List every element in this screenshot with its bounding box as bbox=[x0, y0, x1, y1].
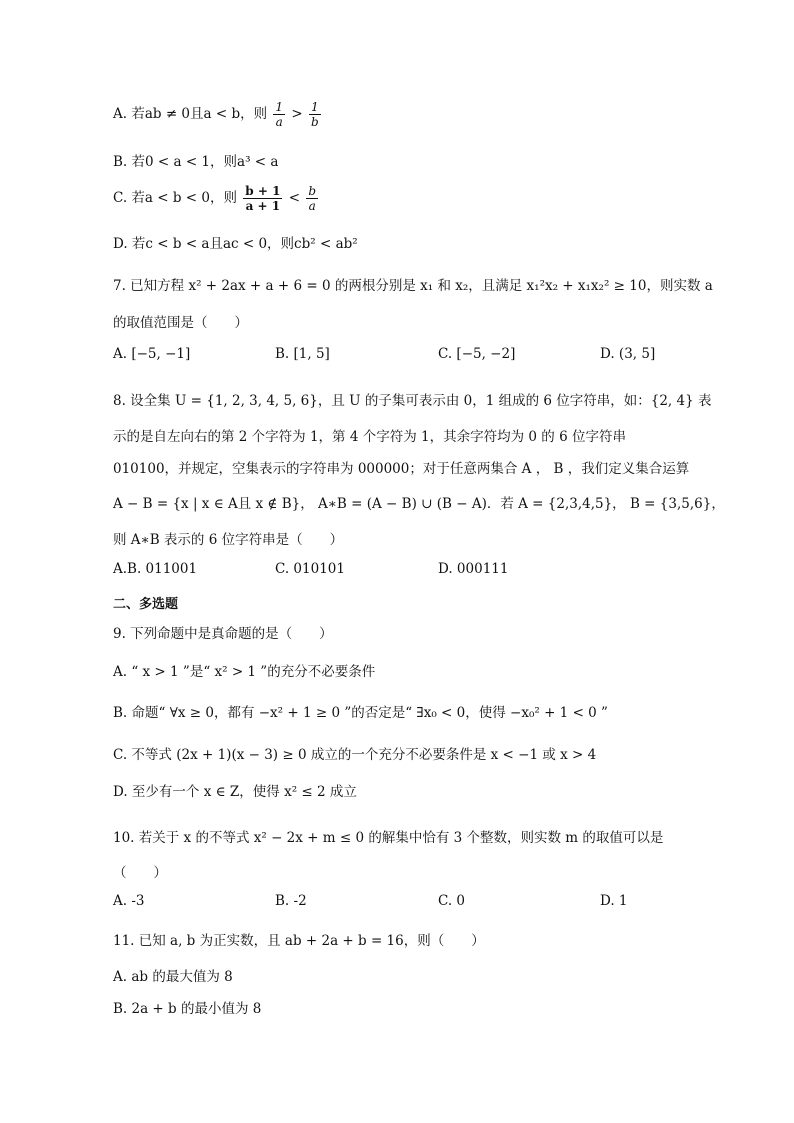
q8-stem-line-5: 则 A∗B 表示的 6 位字符串是（ ） bbox=[113, 532, 344, 548]
q6-option-c bbox=[113, 184, 320, 213]
q9-option-c: C. 不等式 (2x + 1)(x − 3) ≥ 0 成立的一个充分不必要条件是 x < −1 或 x > 4 bbox=[113, 747, 597, 763]
comparison-symbol: < bbox=[288, 190, 301, 206]
q8-stem-line-3: 010100，并规定，空集表示的字符串为 000000；对于任意两集合 A ， B ，我们定义集合运算 bbox=[113, 461, 690, 477]
fraction-numerator: b bbox=[308, 184, 317, 198]
q6-option-b: B. 若0 < a < 1，则a³ < a bbox=[113, 154, 279, 170]
fraction-denominator: b bbox=[310, 115, 319, 129]
q9-option-d: D. 至少有一个 x ∈ Z，使得 x² ≤ 2 成立 bbox=[113, 784, 357, 800]
q8-option-d: D. 000111 bbox=[438, 561, 509, 577]
q7-option-b: B. [1, 5] bbox=[275, 346, 330, 362]
q9-option-a: A. “ x > 1 ”是“ x² > 1 ”的充分不必要条件 bbox=[113, 664, 376, 680]
q7-stem-line-1: 7. 已知方程 x² + 2ax + a + 6 = 0 的两根分别是 x₁ 和 x₂，且满足 x₁²x₂ + x₁x₂² ≥ 10，则实数 a bbox=[113, 278, 713, 294]
q8-stem-line-2: 示的是自左向右的第 2 个字符为 1，第 4 个字符为 1，其余字符均为 0 的 6 位字符串 bbox=[113, 429, 626, 445]
q6-option-a bbox=[113, 100, 323, 129]
comparison-symbol: > bbox=[291, 106, 303, 122]
q6-option-a-fraction-2 bbox=[309, 100, 321, 129]
q6-option-c-fraction-1 bbox=[243, 184, 282, 213]
q11-stem: 11. 已知 a, b 为正实数，且 ab + 2a + b = 16，则（ ） bbox=[113, 933, 485, 949]
q10-option-d: D. 1 bbox=[600, 893, 628, 909]
q8-option-c: C. 010101 bbox=[275, 561, 345, 577]
fraction-denominator: a + 1 bbox=[245, 199, 281, 213]
q10-stem-line-1: 10. 若关于 x 的不等式 x² − 2x + m ≤ 0 的解集中恰有 3 个整数，则实数 m 的取值可以是 bbox=[113, 830, 664, 846]
q10-option-a: A. -3 bbox=[113, 893, 145, 909]
q7-option-a: A. [−5, −1] bbox=[113, 346, 191, 362]
q7-option-d: D. (3, 5] bbox=[600, 346, 656, 362]
q6-option-c-text: C. 若a < b < 0，则 bbox=[113, 190, 237, 206]
section-heading: 二、多选题 bbox=[113, 597, 179, 612]
q6-option-c-fraction-2 bbox=[306, 184, 318, 213]
q9-stem: 9. 下列命题中是真命题的是（ ） bbox=[113, 626, 333, 642]
q9-option-b: B. 命题“ ∀x ≥ 0，都有 −x² + 1 ≥ 0 ”的否定是“ ∃x₀ < 0，使得 −x₀² + 1 < 0 ” bbox=[113, 705, 608, 721]
q6-option-a-text: A. 若ab ≠ 0且a < b，则 bbox=[113, 106, 268, 122]
q8-option-a-b: A.B. 011001 bbox=[113, 561, 198, 577]
q10-option-b: B. -2 bbox=[275, 893, 307, 909]
q7-option-c: C. [−5, −2] bbox=[438, 346, 516, 362]
fraction-numerator: 1 bbox=[310, 100, 319, 114]
q11-option-a: A. ab 的最大值为 8 bbox=[113, 969, 233, 985]
fraction-denominator: a bbox=[308, 199, 316, 213]
q10-option-c: C. 0 bbox=[438, 893, 466, 909]
q8-stem-line-1: 8. 设全集 U = {1, 2, 3, 4, 5, 6}，且 U 的子集可表示由 0，1 组成的 6 位字符串，如：{2, 4} 表 bbox=[113, 393, 712, 409]
q10-stem-line-2: （ ） bbox=[113, 865, 167, 881]
q8-stem-line-4: A − B = {x | x ∈ A且 x ∉ B}， A∗B = (A − B) ∪ (B − A)．若 A = {2,3,4,5}， B = {3,5,6}， bbox=[113, 496, 725, 512]
q7-stem-line-2: 的取值范围是（ ） bbox=[113, 315, 248, 331]
q11-option-b: B. 2a + b 的最小值为 8 bbox=[113, 1001, 262, 1017]
q6-option-d: D. 若c < b < a且ac < 0，则cb² < ab² bbox=[113, 236, 358, 252]
fraction-denominator: a bbox=[275, 115, 283, 129]
fraction-numerator: 1 bbox=[275, 100, 284, 114]
q6-option-a-fraction-1 bbox=[273, 100, 285, 129]
fraction-numerator: b + 1 bbox=[245, 184, 281, 198]
